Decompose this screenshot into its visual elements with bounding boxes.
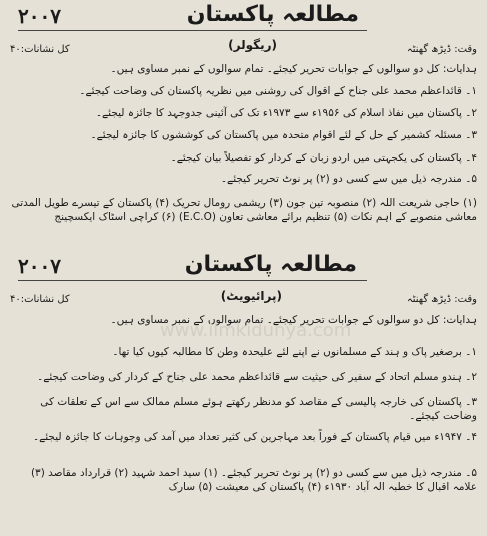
paper2-year: ۲۰۰۷ — [18, 254, 61, 278]
paper2-title-rule — [18, 280, 367, 281]
paper2-time: وقت: ڈیڑھ گھنٹہ — [406, 294, 477, 305]
paper2-instructions: ہدایات: کل دو سوالوں کے جوابات تحریر کیجئے۔ تمام سوالوں کے نمبر مساوی ہیں۔ — [110, 314, 477, 326]
paper2-question-5: ۵۔ مندرجہ ذیل میں سے کسی دو (۲) پر نوٹ تحریر کیجئے۔ (۱) سید احمد شہید (۲) قرارداد مقاصد (۳) علامہ اقبال کا خطبہ الہ آباد ۱۹۳۰ء (۴) پاکستان کی معیشت (۵) سارک — [30, 467, 477, 493]
paper1-title: مطالعہ پاکستان — [186, 2, 359, 27]
paper1-year: ۲۰۰۷ — [18, 4, 61, 28]
watermark: www.ilmkidunya.com — [160, 320, 352, 341]
paper1-question-5-options: (۱) حاجی شریعت اللہ (۲) منصوبہ تین جون (۳) ریشمی رومال تحریک (۴) پاکستان کے تیسرے طویل المدتی معاشی منصوبے کے اہم نکات (۵) تنظیم برائے معاشی تعاون (E.C.O) (۶) کراچی اسٹاک ایکسچینج — [11, 197, 477, 223]
paper2-question-1: ۱۔ برصغیر پاک و ہند کے مسلمانوں نے اپنے لئے علیحدہ وطن کا مطالبہ کیوں کیا تھا۔ — [112, 346, 477, 358]
paper2-title: مطالعہ پاکستان — [184, 252, 357, 277]
paper1-time: وقت: ڈیڑھ گھنٹہ — [406, 44, 477, 55]
paper2-question-2: ۲۔ ہندو مسلم اتحاد کے سفیر کی حیثیت سے قائداعظم محمد علی جناح کے کردار کی وضاحت کیجئے۔ — [37, 371, 477, 383]
paper1-question-3: ۳۔ مسئلہ کشمیر کے حل کے لئے اقوام متحدہ میں پاکستان کی کوششوں کا جائزہ لیجئے۔ — [90, 129, 477, 141]
paper1-question-4: ۴۔ پاکستان کی یکجہتی میں اردو زبان کے کردار کو تفصیلاً بیان کیجئے۔ — [170, 152, 477, 164]
paper1-title-rule — [18, 30, 367, 31]
paper2-question-4: ۴۔ ۱۹۴۷ء میں قیام پاکستان کے فوراً بعد مہاجرین کی کثیر تعداد میں آمد کی وجوہات کا جائزہ لیجئے۔ — [32, 431, 477, 443]
paper1-question-1: ۱۔ قائداعظم محمد علی جناح کے اقوال کی روشنی میں نظریہ پاکستان کی وضاحت کیجئے۔ — [79, 85, 477, 97]
paper2-question-3: ۳۔ پاکستان کی خارجہ پالیسی کے مقاصد کو مدنظر رکھتے ہوئے مسلم ممالک سے اس کے تعلقات کی وضاحت کیجئے۔ — [40, 396, 477, 422]
paper1-subtitle: (ریگولر) — [228, 38, 277, 52]
paper2-subtitle: (پرائیویٹ) — [220, 289, 282, 303]
paper1-question-2: ۲۔ پاکستان میں نفاذ اسلام کی ۱۹۵۶ء سے ۱۹۷۳ء تک کی آئینی جدوجہد کا جائزہ لیجئے۔ — [95, 107, 477, 119]
paper1-marks: کل نشانات:۴۰ — [10, 44, 70, 55]
paper1-question-5: ۵۔ مندرجہ ذیل میں سے کسی دو (۲) پر نوٹ تحریر کیجئے۔ — [220, 173, 477, 185]
paper1-instructions: ہدایات: کل دو سوالوں کے جوابات تحریر کیجئے۔ تمام سوالوں کے نمبر مساوی ہیں۔ — [110, 63, 477, 75]
paper2-marks: کل نشانات:۴۰ — [10, 294, 70, 305]
